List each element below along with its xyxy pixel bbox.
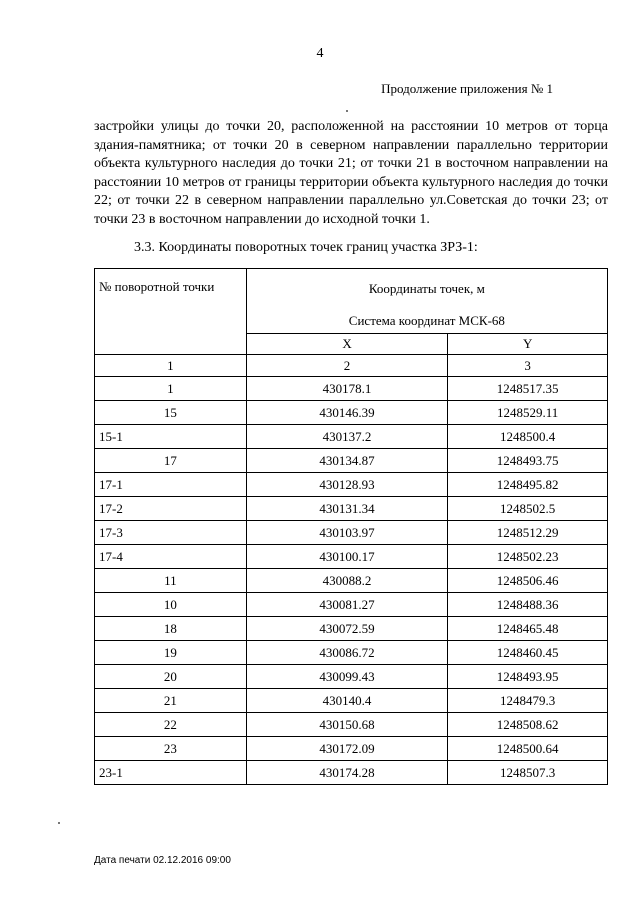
y-coordinate-cell: 1248502.5 (448, 497, 608, 521)
x-coordinate-cell: 430081.27 (246, 593, 448, 617)
x-coordinate-cell: 430103.97 (246, 521, 448, 545)
table-row (95, 377, 608, 401)
table-row (95, 641, 608, 665)
point-id-cell: 1 (95, 377, 247, 401)
y-coordinate-cell: 1248517.35 (448, 377, 608, 401)
x-coordinate-cell: 430140.4 (246, 689, 448, 713)
y-coordinate-cell: 1248507.3 (448, 761, 608, 785)
point-id-cell: 15 (95, 401, 247, 425)
x-coordinate-cell: 430099.43 (246, 665, 448, 689)
x-coordinate-cell: 430072.59 (246, 617, 448, 641)
header-axis-x: X (246, 334, 448, 355)
table-row (95, 425, 608, 449)
table-row (95, 521, 608, 545)
x-coordinate-cell: 430088.2 (246, 569, 448, 593)
table-row (95, 713, 608, 737)
table-row (95, 689, 608, 713)
y-coordinate-cell: 1248529.11 (448, 401, 608, 425)
print-date: Дата печати 02.12.2016 09:00 (94, 855, 231, 866)
y-coordinate-cell: 1248493.95 (448, 665, 608, 689)
column-number-1: 1 (95, 355, 247, 377)
header-coordinate-system: Система координат МСК-68 (246, 309, 607, 334)
x-coordinate-cell: 430128.93 (246, 473, 448, 497)
x-coordinate-cell: 430086.72 (246, 641, 448, 665)
point-id-cell: 17 (95, 449, 247, 473)
x-coordinate-cell: 430146.39 (246, 401, 448, 425)
point-id-cell: 18 (95, 617, 247, 641)
point-id-cell: 17-1 (95, 473, 247, 497)
scan-speck (346, 110, 348, 112)
scan-speck (58, 822, 60, 824)
coordinates-table (94, 268, 608, 785)
y-coordinate-cell: 1248488.36 (448, 593, 608, 617)
point-id-cell: 11 (95, 569, 247, 593)
point-id-cell: 17-2 (95, 497, 247, 521)
header-point-number: № поворотной точки (95, 269, 247, 355)
body-paragraph: застройки улицы до точки 20, расположенной на расстоянии 10 метров от торца здания-памятника; от точки 20 в северном направлении параллельно территории объекта культурного наследия до точки 21; от точки 21 в восточном направлении на расстоянии 10 метров от границы территории объекта культурного наследия до точки 22; от точки 22 в северном направлении параллельно ул.Советская до точки 23; от точки 23 в восточном направлении до исходной точки 1. (94, 119, 608, 227)
point-id-cell: 20 (95, 665, 247, 689)
x-coordinate-cell: 430174.28 (246, 761, 448, 785)
section-heading: 3.3. Координаты поворотных точек границ участка ЗРЗ-1: (134, 240, 478, 255)
point-id-cell: 10 (95, 593, 247, 617)
table-row (95, 473, 608, 497)
y-coordinate-cell: 1248502.23 (448, 545, 608, 569)
x-coordinate-cell: 430131.34 (246, 497, 448, 521)
y-coordinate-cell: 1248508.62 (448, 713, 608, 737)
point-id-cell: 15-1 (95, 425, 247, 449)
y-coordinate-cell: 1248495.82 (448, 473, 608, 497)
table-row (95, 569, 608, 593)
y-coordinate-cell: 1248512.29 (448, 521, 608, 545)
x-coordinate-cell: 430150.68 (246, 713, 448, 737)
x-coordinate-cell: 430172.09 (246, 737, 448, 761)
column-number-3: 3 (448, 355, 608, 377)
y-coordinate-cell: 1248493.75 (448, 449, 608, 473)
y-coordinate-cell: 1248500.64 (448, 737, 608, 761)
table-row (95, 401, 608, 425)
table-row (95, 665, 608, 689)
point-id-cell: 19 (95, 641, 247, 665)
x-coordinate-cell: 430137.2 (246, 425, 448, 449)
table-row (95, 545, 608, 569)
y-coordinate-cell: 1248479.3 (448, 689, 608, 713)
point-id-cell: 23 (95, 737, 247, 761)
point-id-cell: 17-4 (95, 545, 247, 569)
table-row (95, 449, 608, 473)
point-id-cell: 22 (95, 713, 247, 737)
appendix-note: Продолжение приложения № 1 (381, 81, 553, 96)
x-coordinate-cell: 430134.87 (246, 449, 448, 473)
coordinates-table-body (95, 377, 608, 785)
y-coordinate-cell: 1248506.46 (448, 569, 608, 593)
table-row (95, 497, 608, 521)
page-number: 4 (316, 46, 324, 61)
x-coordinate-cell: 430178.1 (246, 377, 448, 401)
x-coordinate-cell: 430100.17 (246, 545, 448, 569)
y-coordinate-cell: 1248460.45 (448, 641, 608, 665)
table-row (95, 617, 608, 641)
table-row (95, 593, 608, 617)
point-id-cell: 21 (95, 689, 247, 713)
point-id-cell: 23-1 (95, 761, 247, 785)
y-coordinate-cell: 1248500.4 (448, 425, 608, 449)
table-row (95, 761, 608, 785)
header-axis-y: Y (448, 334, 608, 355)
y-coordinate-cell: 1248465.48 (448, 617, 608, 641)
point-id-cell: 17-3 (95, 521, 247, 545)
column-number-2: 2 (246, 355, 448, 377)
table-row (95, 737, 608, 761)
header-coordinates: Координаты точек, м (246, 269, 607, 310)
